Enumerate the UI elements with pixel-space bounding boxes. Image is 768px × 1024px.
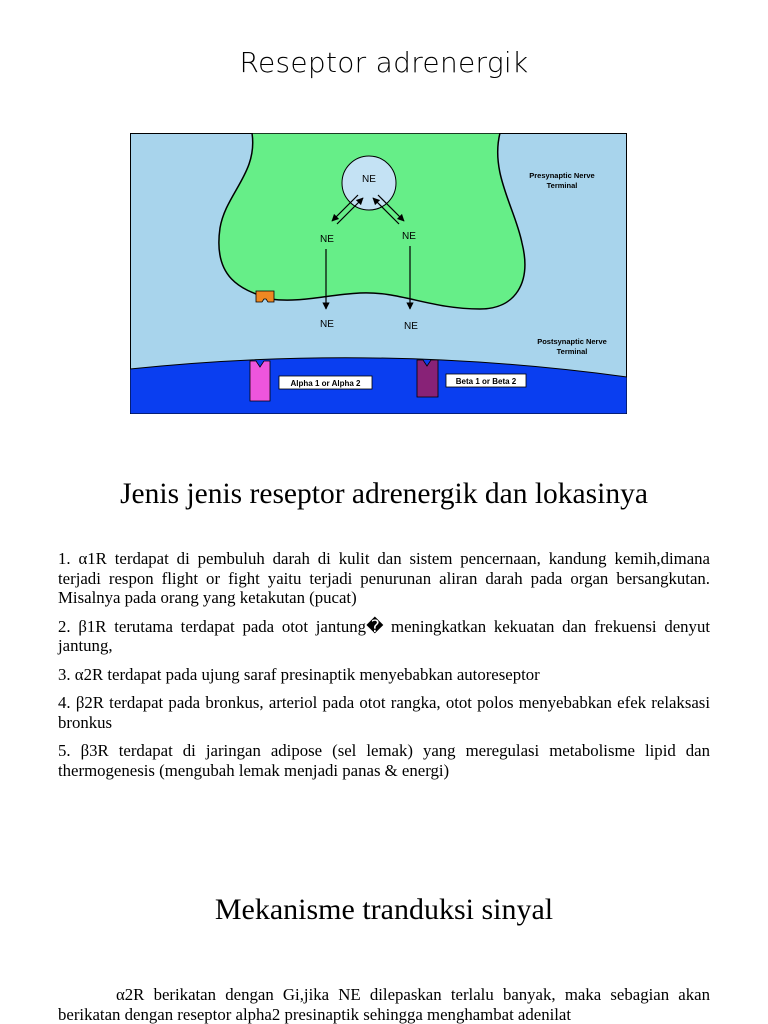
alpha-receptor-label: Alpha 1 or Alpha 2 [290,379,361,388]
ne-label-left: NE [320,234,334,245]
presynaptic-label-line1: Presynaptic Nerve [529,171,595,180]
presynaptic-label-line2: Terminal [546,181,578,190]
list-item: 1. α1R terdapat di pembuluh darah di kulit dan sistem pencernaan, kandung kemih,dimana terjadi respon flight or fight yaitu terjadi penurunan aliran darah pada organ bersangkutan. Misalnya pada orang yang ketakutan (pucat) [58,549,710,607]
receptor-type-list [58,549,710,780]
beta-receptor [417,360,438,397]
list-item: 2. β1R terutama terdapat pada otot jantung� meningkatkan kekuatan dan frekuensi denyut jantung, [58,616,710,655]
postsynaptic-label-line2: Terminal [556,347,588,356]
list-item: 3. α2R terdapat pada ujung saraf presinaptik menyebabkan autoreseptor [58,664,540,684]
ne-label-cleft-right: NE [404,321,418,332]
page-title: Reseptor adrenergik [239,46,529,79]
section-heading-signal-transduction: Mekanisme tranduksi sinyal [214,893,554,926]
alpha-receptor [250,361,270,401]
ne-label-right: NE [402,231,416,242]
list-item: 4. β2R terdapat pada bronkus, arteriol pada otot rangka, otot polos menyebabkan efek relaksasi bronkus [58,693,710,732]
ne-label-cleft-left: NE [320,319,334,330]
postsynaptic-label-line1: Postsynaptic Nerve [537,337,607,346]
section-heading-receptor-types: Jenis jenis reseptor adrenergik dan lokasinya [120,478,648,510]
beta-receptor-label: Beta 1 or Beta 2 [455,377,517,386]
ne-label-vesicle: NE [362,174,376,185]
signal-transduction-paragraph: α2R berikatan dengan Gi,jika NE dilepaskan terlalu banyak, maka sebagian akan berikatan dengan reseptor alpha2 presinaptik sehingga menghambat adenilat [58,985,710,1024]
list-item: 5. β3R terdapat di jaringan adipose (sel lemak) yang meregulasi metabolisme lipid dan thermogenesis (mengubah lemak menjadi panas & energi) [58,741,710,780]
adrenergic-synapse-diagram [130,133,627,414]
